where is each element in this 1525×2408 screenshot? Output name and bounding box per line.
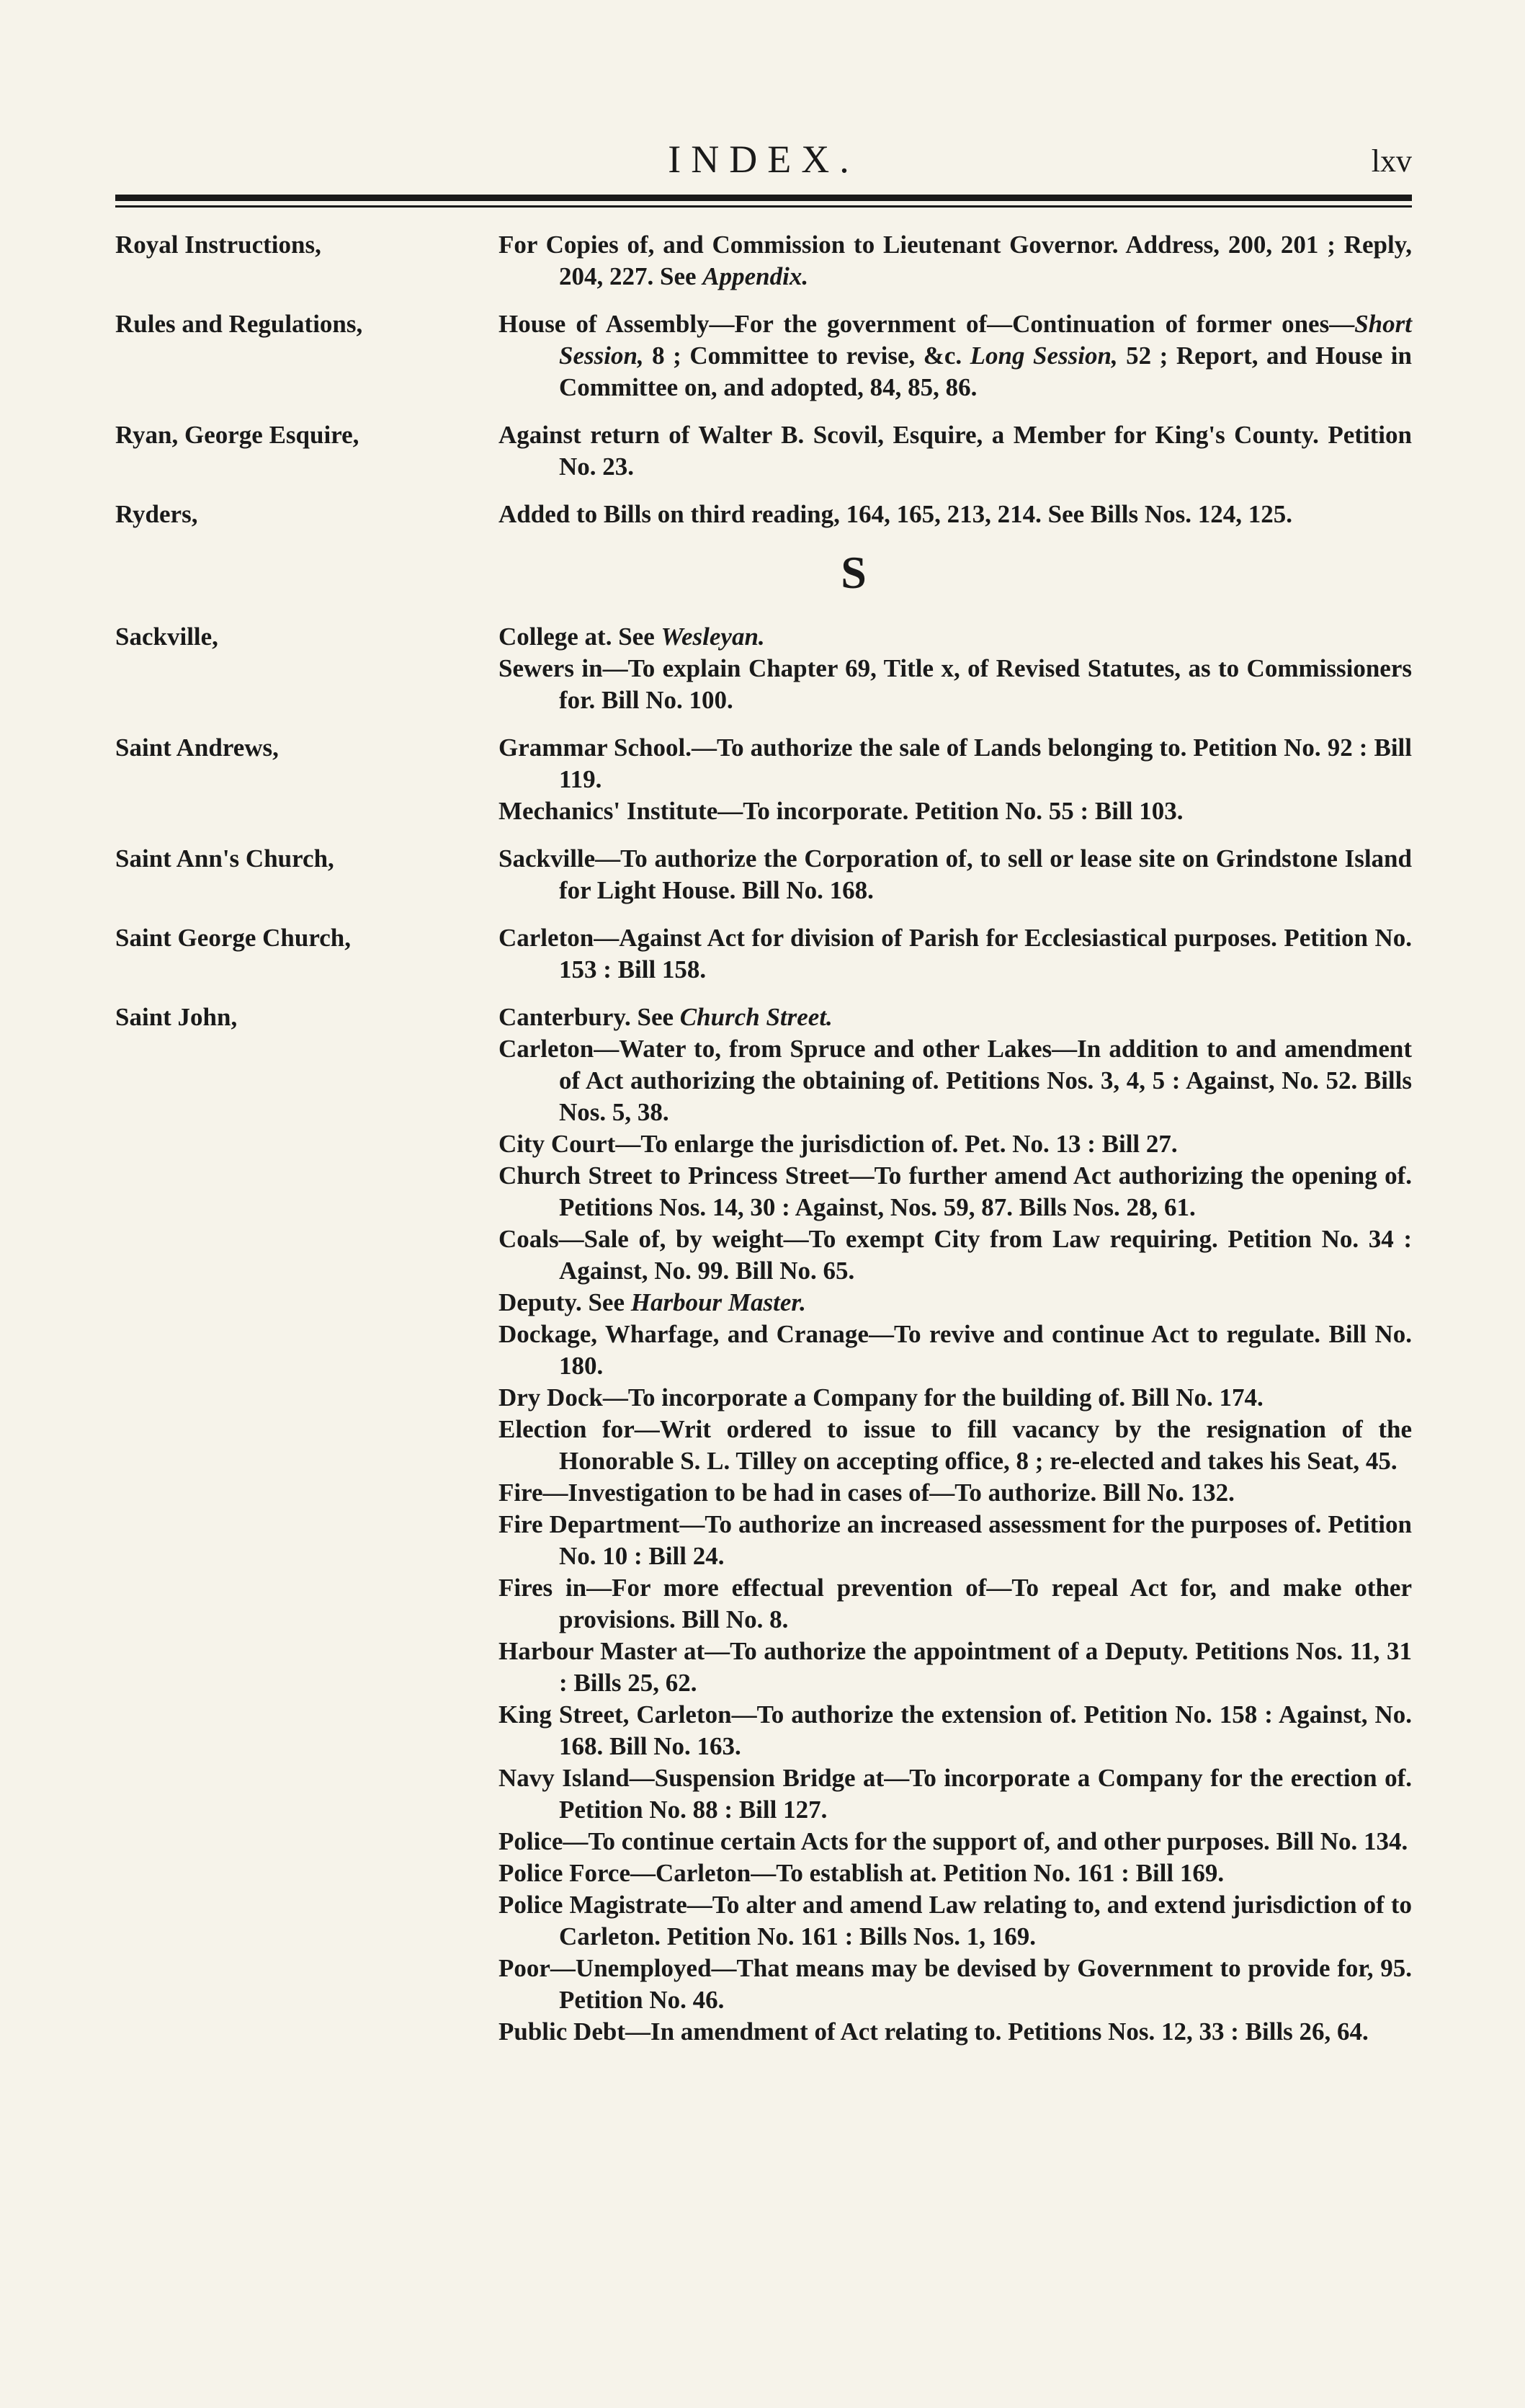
index-group-r bbox=[115, 229, 1412, 530]
index-references bbox=[498, 308, 1412, 403]
index-entry bbox=[115, 229, 1412, 293]
page-title: INDEX. bbox=[668, 138, 859, 181]
page-header bbox=[115, 130, 1412, 180]
index-reference: Coals—Sale of, by weight—To exempt City from Law requiring. Petition No. 34 : Against, No. 99. Bill No. 65. bbox=[498, 1225, 1412, 1285]
index-entry bbox=[115, 308, 1412, 403]
index-reference: Public Debt—In amendment of Act relating to. Petitions Nos. 12, 33 : Bills 26, 64. bbox=[498, 2017, 1369, 2046]
index-subject: Saint George Church, bbox=[115, 924, 351, 952]
index-subject: Saint John, bbox=[115, 1003, 238, 1031]
section-letter: S bbox=[841, 547, 867, 598]
index-subject: Ryan, George Esquire, bbox=[115, 421, 359, 449]
index-reference: Sackville—To authorize the Corporation of, to sell or lease site on Grindstone Island for Light House. Bill No. 168. bbox=[498, 844, 1412, 904]
index-reference: Dockage, Wharfage, and Cranage—To revive and continue Act to regulate. Bill No. 180. bbox=[498, 1320, 1412, 1380]
index-entry bbox=[115, 843, 1412, 906]
index-reference: College at. See Wesleyan. bbox=[498, 623, 765, 651]
index-reference: Sewers in—To explain Chapter 69, Title x, of Revised Statutes, as to Commissioners for. Bill No. 100. bbox=[498, 654, 1412, 714]
index-reference: Carleton—Water to, from Spruce and other Lakes—In addition to and amendment of Act authorizing the obtaining of. Petitions Nos. 3, 4, 5 : Against, No. 52. Bills Nos. 5, 38. bbox=[498, 1035, 1412, 1126]
index-reference: Church Street to Princess Street—To further amend Act authorizing the opening of. Petitions Nos. 14, 30 : Against, Nos. 59, 87. Bills Nos. 28, 61. bbox=[498, 1161, 1412, 1221]
index-references bbox=[498, 419, 1412, 483]
index-reference: Fire—Investigation to be had in cases of—To authorize. Bill No. 132. bbox=[498, 1479, 1235, 1507]
index-references bbox=[498, 229, 1412, 293]
index-reference: Fire Department—To authorize an increased assessment for the purposes of. Petition No. 10 : Bill 24. bbox=[498, 1510, 1412, 1570]
index-references bbox=[498, 1002, 1412, 2048]
index-reference: Mechanics' Institute—To incorporate. Petition No. 55 : Bill 103. bbox=[498, 797, 1184, 825]
index-reference: Fires in—For more effectual prevention of—To repeal Act for, and make other provisions. Bill No. 8. bbox=[498, 1574, 1412, 1633]
index-entry bbox=[115, 419, 1412, 483]
index-entry bbox=[115, 621, 1412, 716]
index-references bbox=[498, 621, 1412, 716]
index-reference: Harbour Master at—To authorize the appointment of a Deputy. Petitions Nos. 11, 31 : Bills 25, 62. bbox=[498, 1637, 1412, 1697]
index-subject: Sackville, bbox=[115, 623, 218, 651]
index-entry bbox=[115, 922, 1412, 986]
index-entry bbox=[115, 499, 1412, 530]
index-reference: Election for—Writ ordered to issue to fill vacancy by the resignation of the Honorable S. L. Tilley on accepting office, 8 ; re-elected and takes his Seat, 45. bbox=[498, 1415, 1412, 1475]
index-reference: Dry Dock—To incorporate a Company for the building of. Bill No. 174. bbox=[498, 1383, 1264, 1412]
header-rule-thick bbox=[115, 195, 1412, 201]
index-group-s bbox=[115, 621, 1412, 2048]
index-reference: For Copies of, and Commission to Lieutenant Governor. Address, 200, 201 ; Reply, 204, 227. See Appendix. bbox=[498, 231, 1412, 290]
page-number: lxv bbox=[1371, 143, 1412, 179]
index-reference: Deputy. See Harbour Master. bbox=[498, 1288, 806, 1316]
index-entry bbox=[115, 1002, 1412, 2048]
index-subject: Royal Instructions, bbox=[115, 231, 321, 259]
index-references bbox=[498, 732, 1412, 827]
index-reference: House of Assembly—For the government of—Continuation of former ones—Short Session, 8 ; Committee to revise, &c. Long Session, 52 ; Report, and House in Committee on, and adopted, 84, 85, 86. bbox=[498, 310, 1412, 401]
index-reference: Added to Bills on third reading, 164, 165, 213, 214. See Bills Nos. 124, 125. bbox=[498, 500, 1292, 528]
index-reference: City Court—To enlarge the jurisdiction of. Pet. No. 13 : Bill 27. bbox=[498, 1130, 1178, 1158]
index-content bbox=[115, 229, 1412, 2064]
index-subject: Saint Ann's Church, bbox=[115, 844, 334, 873]
index-subject: Saint Andrews, bbox=[115, 733, 279, 762]
index-reference: Grammar School.—To authorize the sale of Lands belonging to. Petition No. 92 : Bill 119. bbox=[498, 733, 1412, 793]
index-reference: Carleton—Against Act for division of Parish for Ecclesiastical purposes. Petition No. 153 : Bill 158. bbox=[498, 924, 1412, 984]
index-subject: Rules and Regulations, bbox=[115, 310, 363, 338]
index-reference: Poor—Unemployed—That means may be devised by Government to provide for, 95. Petition No. 46. bbox=[498, 1954, 1412, 2014]
index-reference: Police Force—Carleton—To establish at. Petition No. 161 : Bill 169. bbox=[498, 1859, 1225, 1887]
index-reference: Canterbury. See Church Street. bbox=[498, 1003, 833, 1031]
index-references bbox=[498, 843, 1412, 906]
index-reference: Police Magistrate—To alter and amend Law relating to, and extend jurisdiction of to Carleton. Petition No. 161 : Bills Nos. 1, 169. bbox=[498, 1891, 1412, 1950]
index-reference: Navy Island—Suspension Bridge at—To incorporate a Company for the erection of. Petition No. 88 : Bill 127. bbox=[498, 1764, 1412, 1824]
index-references bbox=[498, 499, 1412, 530]
header-rule-thin bbox=[115, 205, 1412, 208]
index-reference: King Street, Carleton—To authorize the extension of. Petition No. 158 : Against, No. 168. Bill No. 163. bbox=[498, 1700, 1412, 1760]
index-subject: Ryders, bbox=[115, 500, 198, 528]
index-reference: Police—To continue certain Acts for the support of, and other purposes. Bill No. 134. bbox=[498, 1827, 1408, 1855]
index-reference: Against return of Walter B. Scovil, Esquire, a Member for King's County. Petition No. 23. bbox=[498, 421, 1412, 481]
index-entry bbox=[115, 732, 1412, 827]
index-references bbox=[498, 922, 1412, 986]
